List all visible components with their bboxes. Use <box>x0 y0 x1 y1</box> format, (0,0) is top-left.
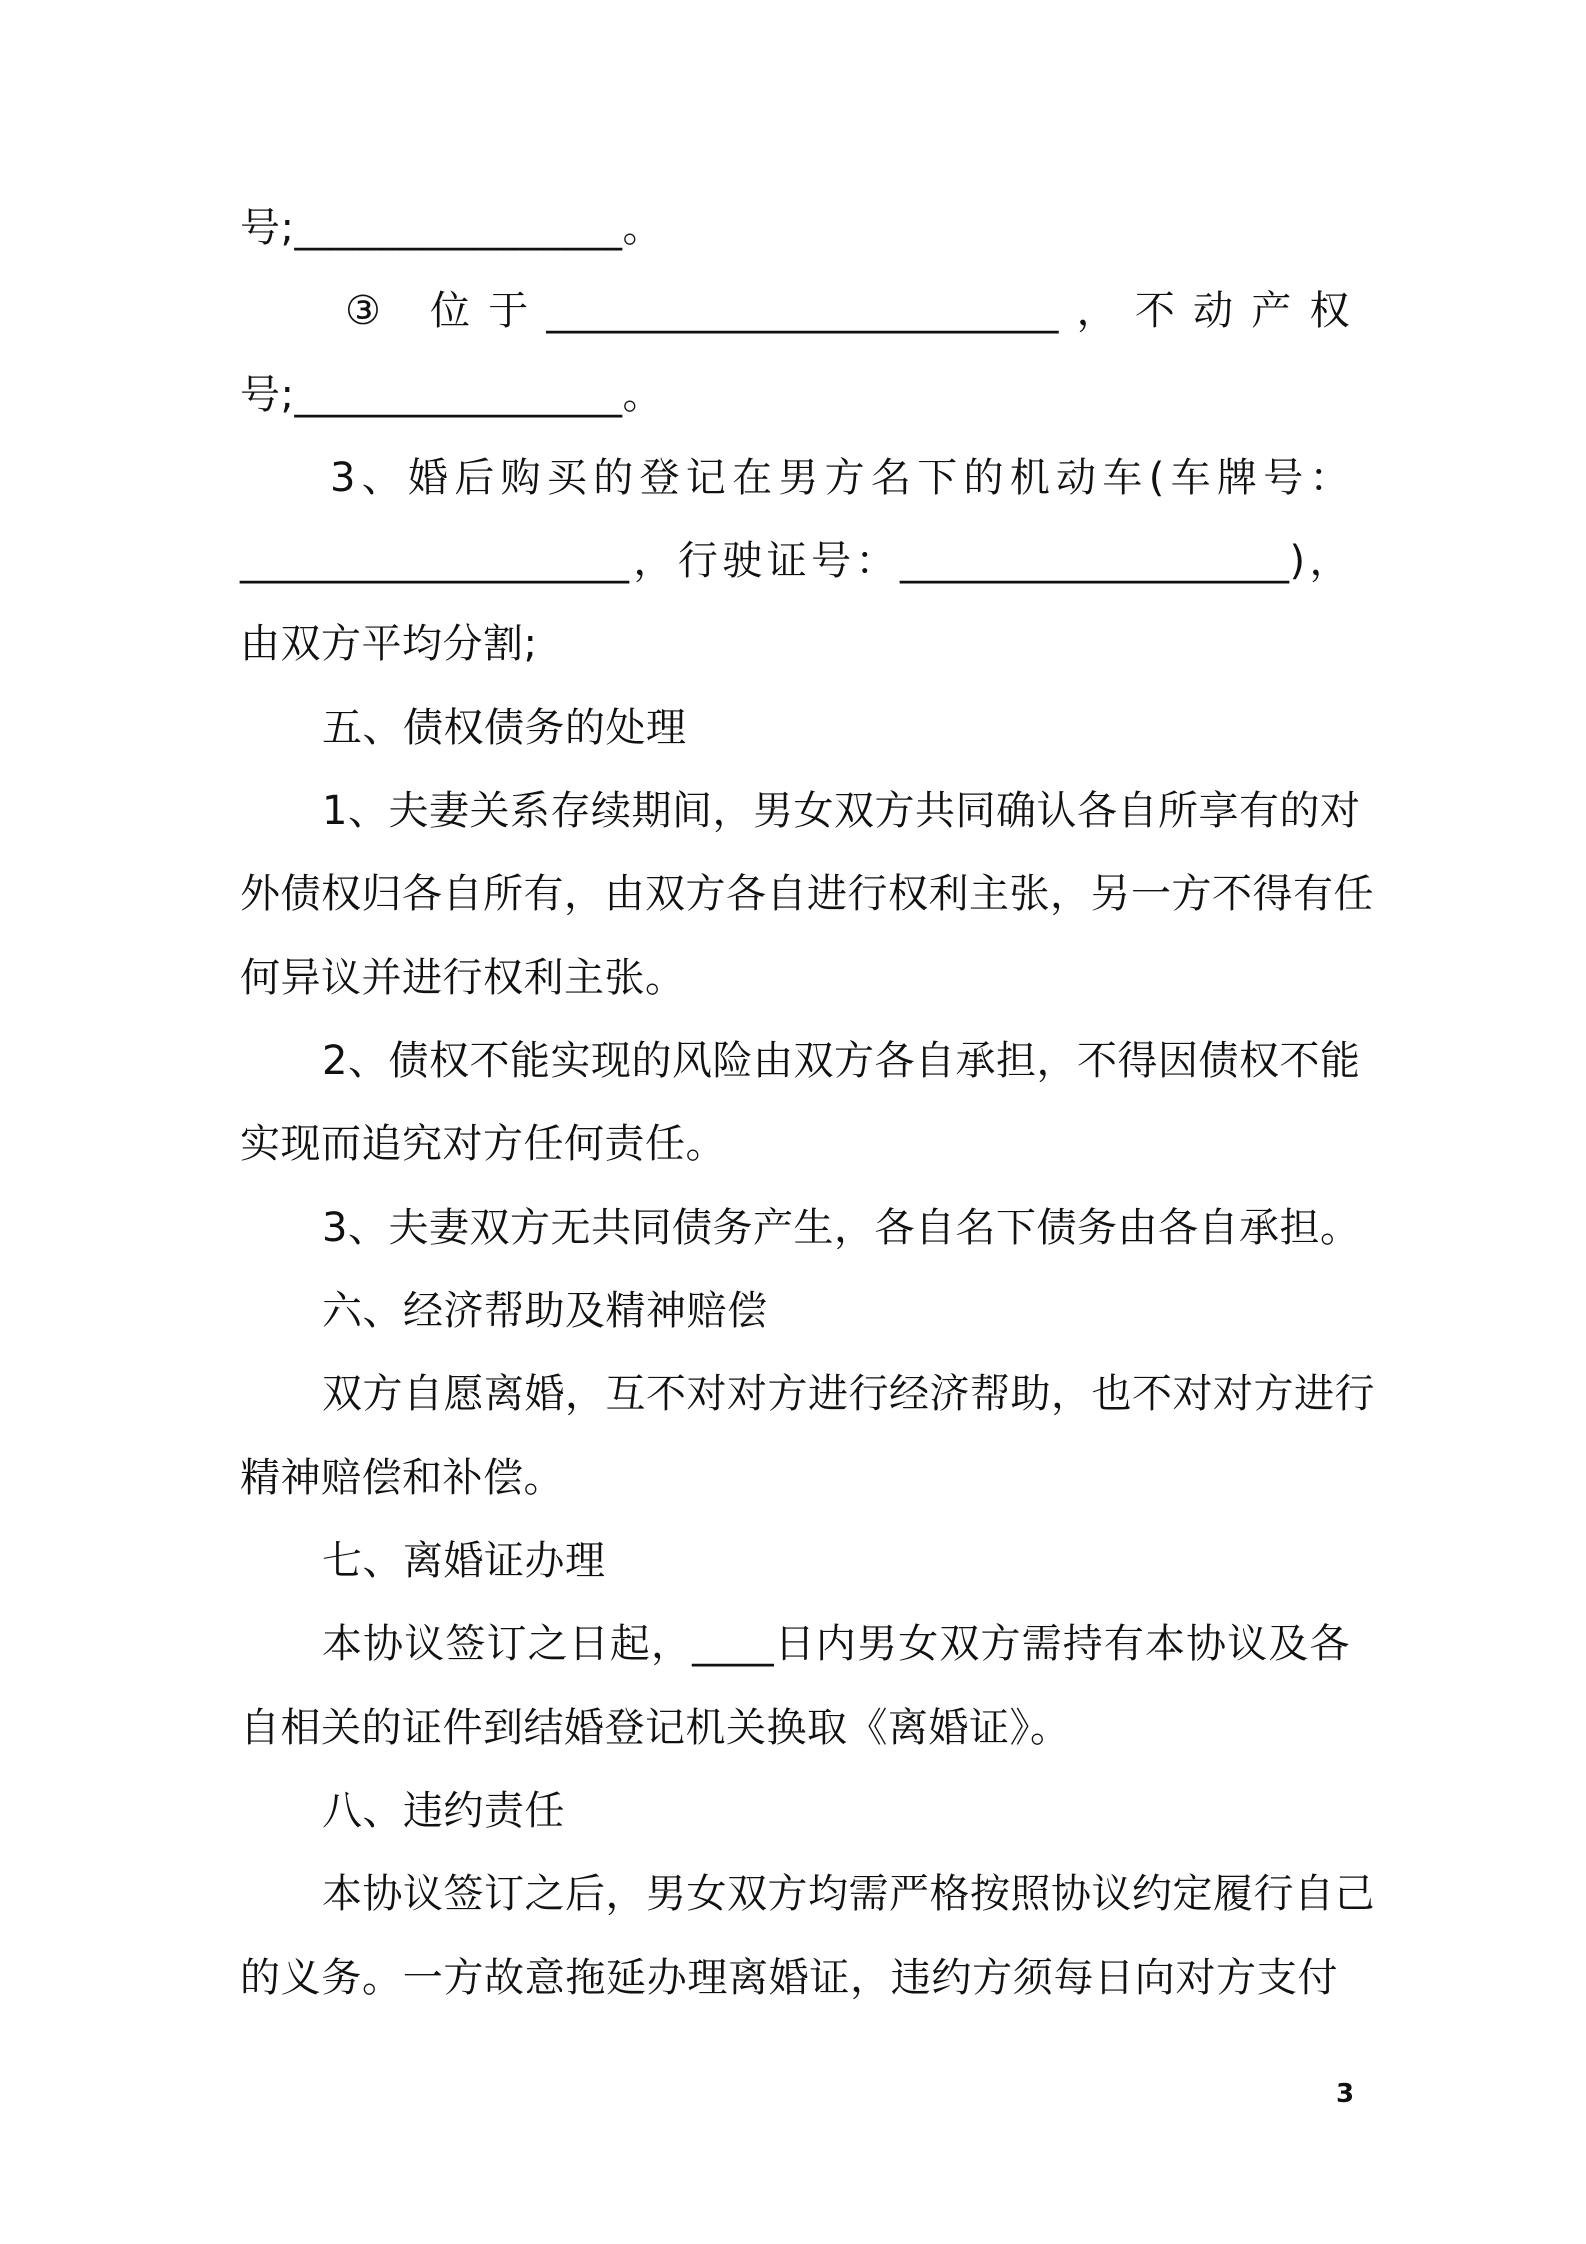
text-line: 本协议签订之日起，____日内男女双方需持有本协议及各 <box>322 1621 1350 1667</box>
text-line: 1、夫妻关系存续期间，男女双方共同确认各自所享有的对 <box>322 788 1361 834</box>
text-line: 精神赔偿和补偿。 <box>240 1455 564 1501</box>
text-line: 的义务。一方故意拖延办理离婚证，违约方须每日向对方支付 <box>240 1955 1338 2001</box>
text-line: 双方自愿离婚，互不对对方进行经济帮助，也不对对方进行 <box>322 1371 1375 1417</box>
page-number: 3 <box>1335 2079 1355 2109</box>
text-line: 3、婚后购买的登记在男方名下的机动车(车牌号： <box>330 455 1350 501</box>
text-line: ③ 位于_________________________，不动产权 <box>345 288 1350 334</box>
text-line: 自相关的证件到结婚登记机关换取《离婚证》。 <box>240 1705 1071 1751</box>
text-line: 号;________________。 <box>240 372 663 418</box>
text-line: ___________________，行驶证号：___________________)， <box>240 538 1350 584</box>
text-line: 3、夫妻双方无共同债务产生，各自名下债务由各自承担。 <box>322 1205 1361 1251</box>
text-line: 外债权归各自所有，由双方各自进行权利主张，另一方不得有任 <box>240 871 1374 917</box>
section-heading: 七、离婚证办理 <box>322 1538 606 1584</box>
section-heading: 八、违约责任 <box>322 1788 565 1834</box>
text-line: 本协议签订之后，男女双方均需严格按照协议约定履行自己 <box>322 1871 1375 1917</box>
text-line: 实现而追究对方任何责任。 <box>240 1121 726 1167</box>
section-heading: 六、经济帮助及精神赔偿 <box>322 1288 768 1334</box>
text-line: 何异议并进行权利主张。 <box>240 955 686 1001</box>
text-line: 号;________________。 <box>240 205 663 251</box>
section-heading: 五、债权债务的处理 <box>322 705 687 751</box>
text-line: 2、债权不能实现的风险由双方各自承担，不得因债权不能 <box>322 1038 1361 1084</box>
text-line: 由双方平均分割; <box>240 621 538 667</box>
